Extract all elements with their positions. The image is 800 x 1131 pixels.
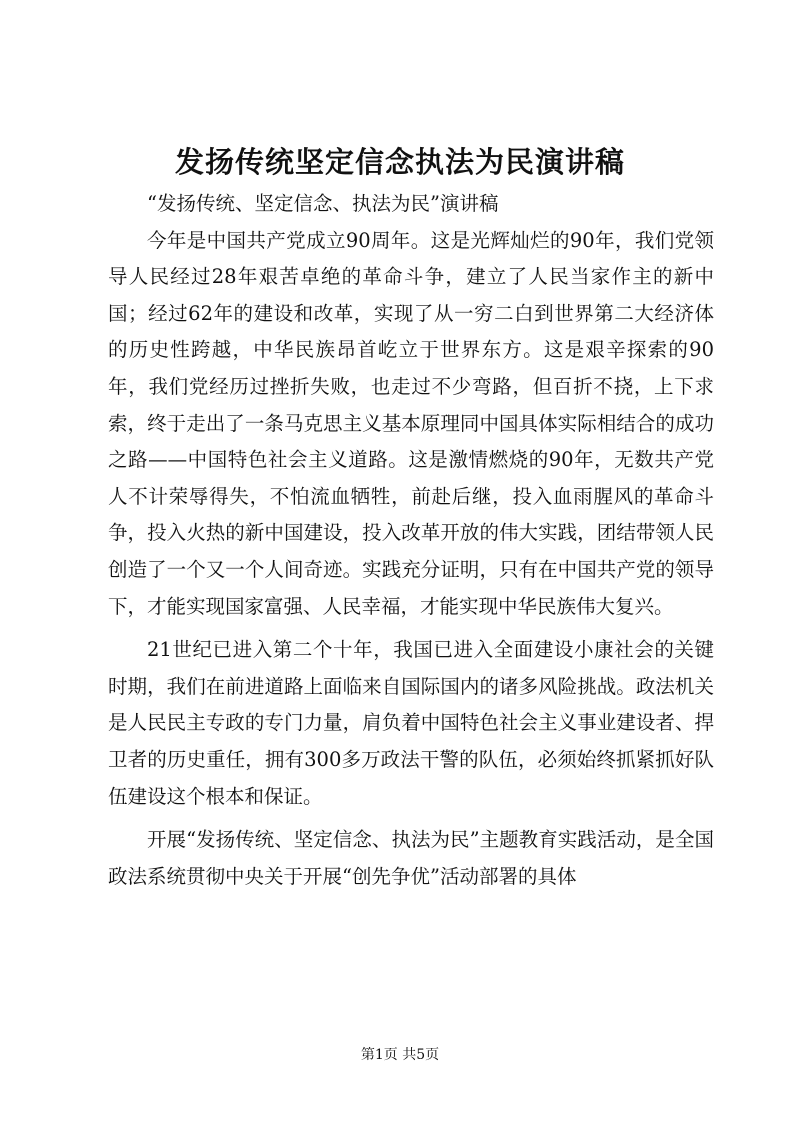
body-paragraph-3: 开展“发扬传统、坚定信念、执法为民”主题教育实践活动，是全国政法系统贯彻中央关于开展“创先争优”活动部署的具体 xyxy=(108,828,714,888)
body-paragraph-2: 21世纪已进入第二个十年，我国已进入全面建设小康社会的关键时期，我们在前进道路上面临来自国际国内的诸多风险挑战。政法机关是人民民主专政的专门力量，肩负着中国特色社会主义事业建设者、捍卫者的历史重任，拥有300多万政法干警的队伍，必须始终抓紧抓好队伍建设这个根本和保证。 xyxy=(108,638,714,808)
subtitle-paragraph: “发扬传统、坚定信念、执法为民”演讲稿 xyxy=(147,192,499,215)
document-body xyxy=(108,186,714,895)
page-number-footer: 第1页 共5页 xyxy=(360,1047,440,1063)
body-paragraph-1: 今年是中国共产党成立90周年。这是光辉灿烂的90年，我们党领导人民经过28年艰苦卓绝的革命斗争，建立了人民当家作主的新中国；经过62年的建设和改革，实现了从一穷二白到世界第二大经济体的历史性跨越，中华民族昂首屹立于世界东方。这是艰辛探索的90年，我们党经历过挫折失败，也走过不少弯路，但百折不挠，上下求索，终于走出了一条马克思主义基本原理同中国具体实际相结合的成功之路——中国特色社会主义道路。这是激情燃烧的90年，无数共产党人不计荣辱得失，不怕流血牺牲，前赴后继，投入血雨腥风的革命斗争，投入火热的新中国建设，投入改革开放的伟大实践，团结带领人民创造了一个又一个人间奇迹。实践充分证明，只有在中国共产党的领导下，才能实现国家富强、人民幸福，才能实现中华民族伟大复兴。 xyxy=(108,228,714,618)
document-title: 发扬传统坚定信念执法为民演讲稿 xyxy=(174,145,625,179)
